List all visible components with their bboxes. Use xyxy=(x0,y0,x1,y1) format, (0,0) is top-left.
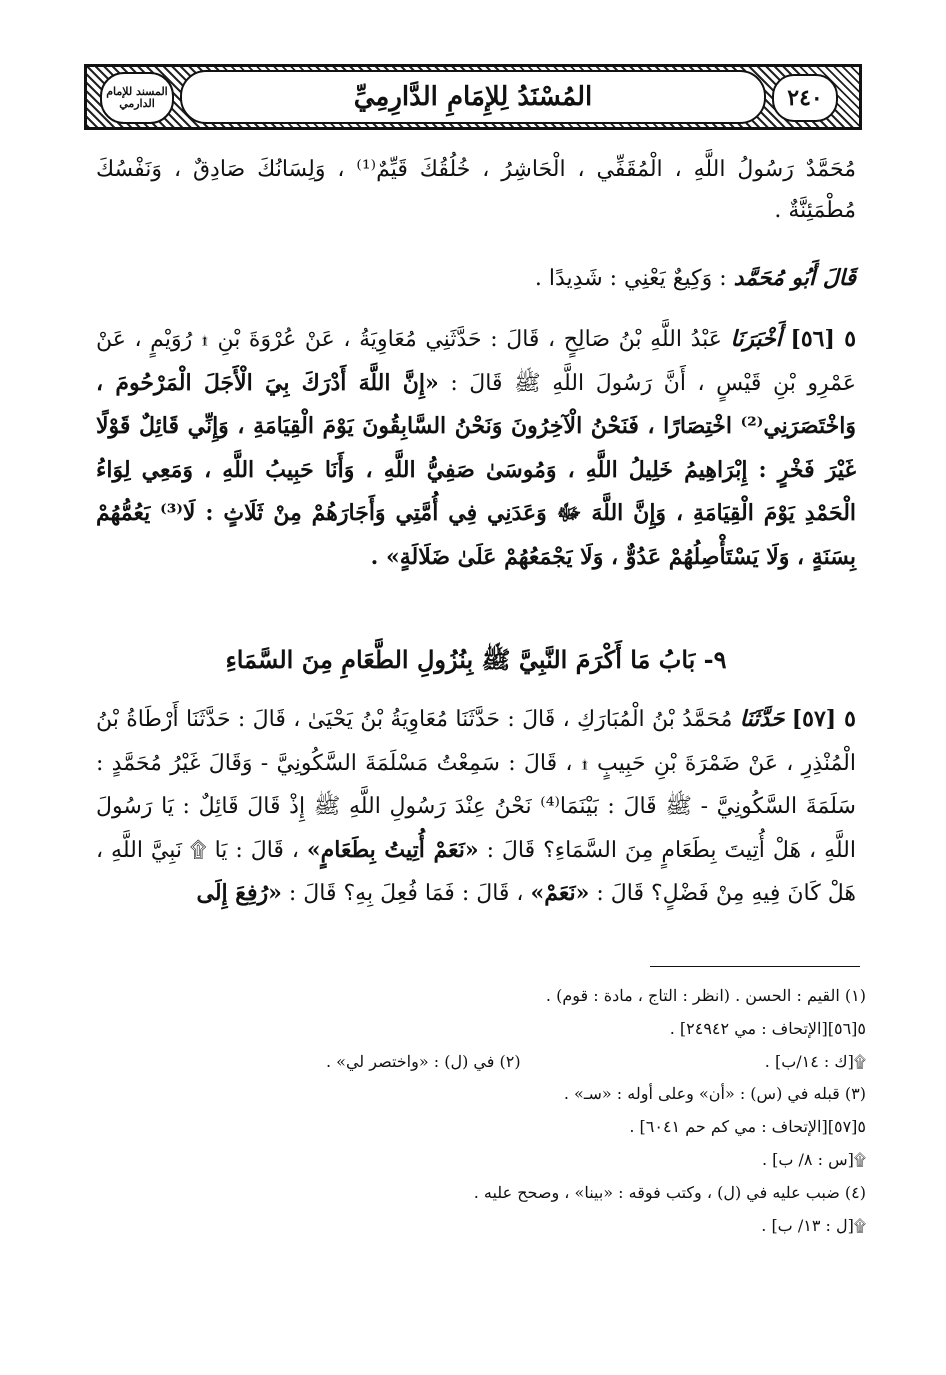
paragraph-continuation xyxy=(96,150,856,231)
hadith-56-matn: «إِنَّ اللَّهَ أَدْرَكَ بِيَ الْأَجَلَ الْمَرْحُومَ ، وَاخْتَصَرَنِي⁽²⁾ اخْتِصَارًا ، فَنَحْنُ الْآخِرُونَ وَنَحْنُ السَّابِقُونَ يَوْمَ الْقِيَامَةِ ، وَإِنِّي قَائِلٌ قَوْلًا غَيْرَ فَخْرٍ : إِبْرَاهِيمُ خَلِيلُ اللَّهِ ، وَمُوسَىٰ صَفِيُّ اللَّهِ ، وَأَنَا حَبِيبُ اللَّهِ ، وَمَعِي لِوَاءُ الْحَمْدِ يَوْمَ الْقِيَامَةِ ، وَإِنَّ اللَّهَ ﷻ وَعَدَنِي فِي أُمَّتِي وَأَجَارَهُمْ مِنْ ثَلَاثٍ : لَا⁽³⁾ يَعُمُّهُمْ بِسَنَةٍ ، وَلَا يَسْتَأْصِلُهُمْ عَدُوٌّ ، وَلَا يَجْمَعُهُمْ عَلَىٰ ضَلَالَةٍ» . xyxy=(96,369,857,570)
header-seal-icon xyxy=(100,72,174,124)
seal-text: المسند للإمام الدارمي xyxy=(106,84,168,110)
abu-muhammad-text: : وَكِيعٌ يَعْنِي : شَدِيدًا . xyxy=(534,266,727,291)
hadith-57-lead: حَدَّثَنَا xyxy=(739,706,785,732)
hadith-57-number: ٥ [٥٧] xyxy=(791,706,856,732)
header-title-box xyxy=(180,70,766,124)
footnote-ms-k: ۩[ك : ١٤/ب] . xyxy=(764,1051,866,1071)
hadith-57-quote-2: «نَعَمْ» xyxy=(530,880,590,907)
footnote-1: (١) القيم : الحسن . (انظر : التاج ، مادة : قوم) . xyxy=(545,986,866,1005)
hadith-56-lead: أَخْبَرَنَا xyxy=(730,326,782,352)
footnote-3: (٣) قبله في (س) : «أن» وعلى أوله : «سـ» . xyxy=(563,1084,866,1104)
footnote-divider xyxy=(650,966,860,967)
hadith-56-number: ٥ [٥٦] xyxy=(790,326,857,352)
chapter-heading: ٩- بَابُ مَا أَكْرَمَ النَّبِيَّ ﷺ بِنُزُولِ الطَّعَامِ مِنَ السَّمَاءِ xyxy=(225,645,727,674)
hadith-57-quote-1: «نَعَمْ أُتِيتُ بِطَعَامٍ» xyxy=(306,836,479,863)
page-header xyxy=(84,64,862,130)
continuation-text: مُحَمَّدٌ رَسُولُ اللَّهِ ، الْمُقَفِّي ، الْحَاشِرُ ، خُلُقُكَ قَيِّمٌ⁽¹⁾ ، وَلِسَانُكَ صَادِقٌ ، وَنَفْسُكَ مُطْمَئِنَّةٌ . xyxy=(96,157,857,223)
book-title: المُسْنَدُ لِلإِمَامِ الدَّارِمِيِّ xyxy=(353,82,593,112)
hadith-57-isnad: مُحَمَّدُ بْنُ الْمُبَارَكِ ، قَالَ : حَدَّثَنَا مُعَاوِيَةُ بْنُ يَحْيَىٰ ، قَالَ : حَدَّثَنَا أَرْطَاةُ بْنُ الْمُنْذِرِ ، عَنْ ضَمْرَةَ بْنِ حَبِيبٍ ۩ ، قَالَ : سَمِعْتُ مَسْلَمَةَ السَّكُونِيَّ - وَقَالَ غَيْرُ مُحَمَّدٍ : سَلَمَةَ السَّكُونِيَّ - ﷺ قَالَ : بَيْنَمَا⁽⁴⁾ نَحْنُ عِنْدَ رَسُولِ اللَّهِ ﷺ إِذْ قَالَ قَائِلٌ : يَا رَسُولَ اللَّهِ ، هَلْ أُتِيتَ بِطَعَامٍ مِنَ السَّمَاءِ؟ قَالَ : xyxy=(96,707,856,863)
footnote-ms-l: ۩[ل : ١٣/ ب] . xyxy=(761,1215,866,1235)
hadith-57-text-2: ، قَالَ : يَا ۩ نَبِيَّ اللَّهِ ، هَلْ كَانَ فِيهِ مِنْ فَضْلٍ؟ قَالَ : xyxy=(96,837,856,907)
hadith-56-isnad: عَبْدُ اللَّهِ بْنُ صَالِحٍ ، قَالَ : حَدَّثَنِي مُعَاوِيَةُ ، عَنْ عُرْوَةَ بْنِ ۩ رُوَيْمٍ ، عَنْ عَمْرِو بْنِ قَيْسٍ ، أَنَّ رَسُولَ اللَّهِ ﷺ قَالَ : xyxy=(96,327,857,396)
footnote-4: (٤) ضبب عليه في (ل) ، وكتب فوقه : «بينا» ، وصحح عليه . xyxy=(473,1182,866,1202)
footnote-pair xyxy=(96,1046,866,1079)
hadith-57-quote-3: «رُفِعَ إِلَى xyxy=(196,880,282,907)
paragraph-abu-muhammad xyxy=(96,258,856,300)
footnote-ithaf-57: ٥[٥٧][الإتحاف : مي كم حم ٦٠٤١] . xyxy=(629,1117,866,1137)
footnote-2: (٢) في (ل) : «واختصر لي» . xyxy=(326,1051,521,1071)
footnotes xyxy=(96,980,866,1242)
page-number: ٢٤٠ xyxy=(772,74,838,122)
abu-muhammad-lead: قَالَ أَبُو مُحَمَّد xyxy=(733,265,856,291)
hadith-57-text-3: ، قَالَ : فَمَا فُعِلَ بِهِ؟ قَالَ : xyxy=(288,881,524,907)
hadith-56 xyxy=(96,318,856,579)
footnote-ithaf-56: ٥[٥٦][الإتحاف : مي ٢٤٩٤٢] . xyxy=(669,1018,866,1038)
footnote-ms-s: ۩[س : ٨/ ب] . xyxy=(761,1149,866,1169)
hadith-57 xyxy=(96,698,856,916)
